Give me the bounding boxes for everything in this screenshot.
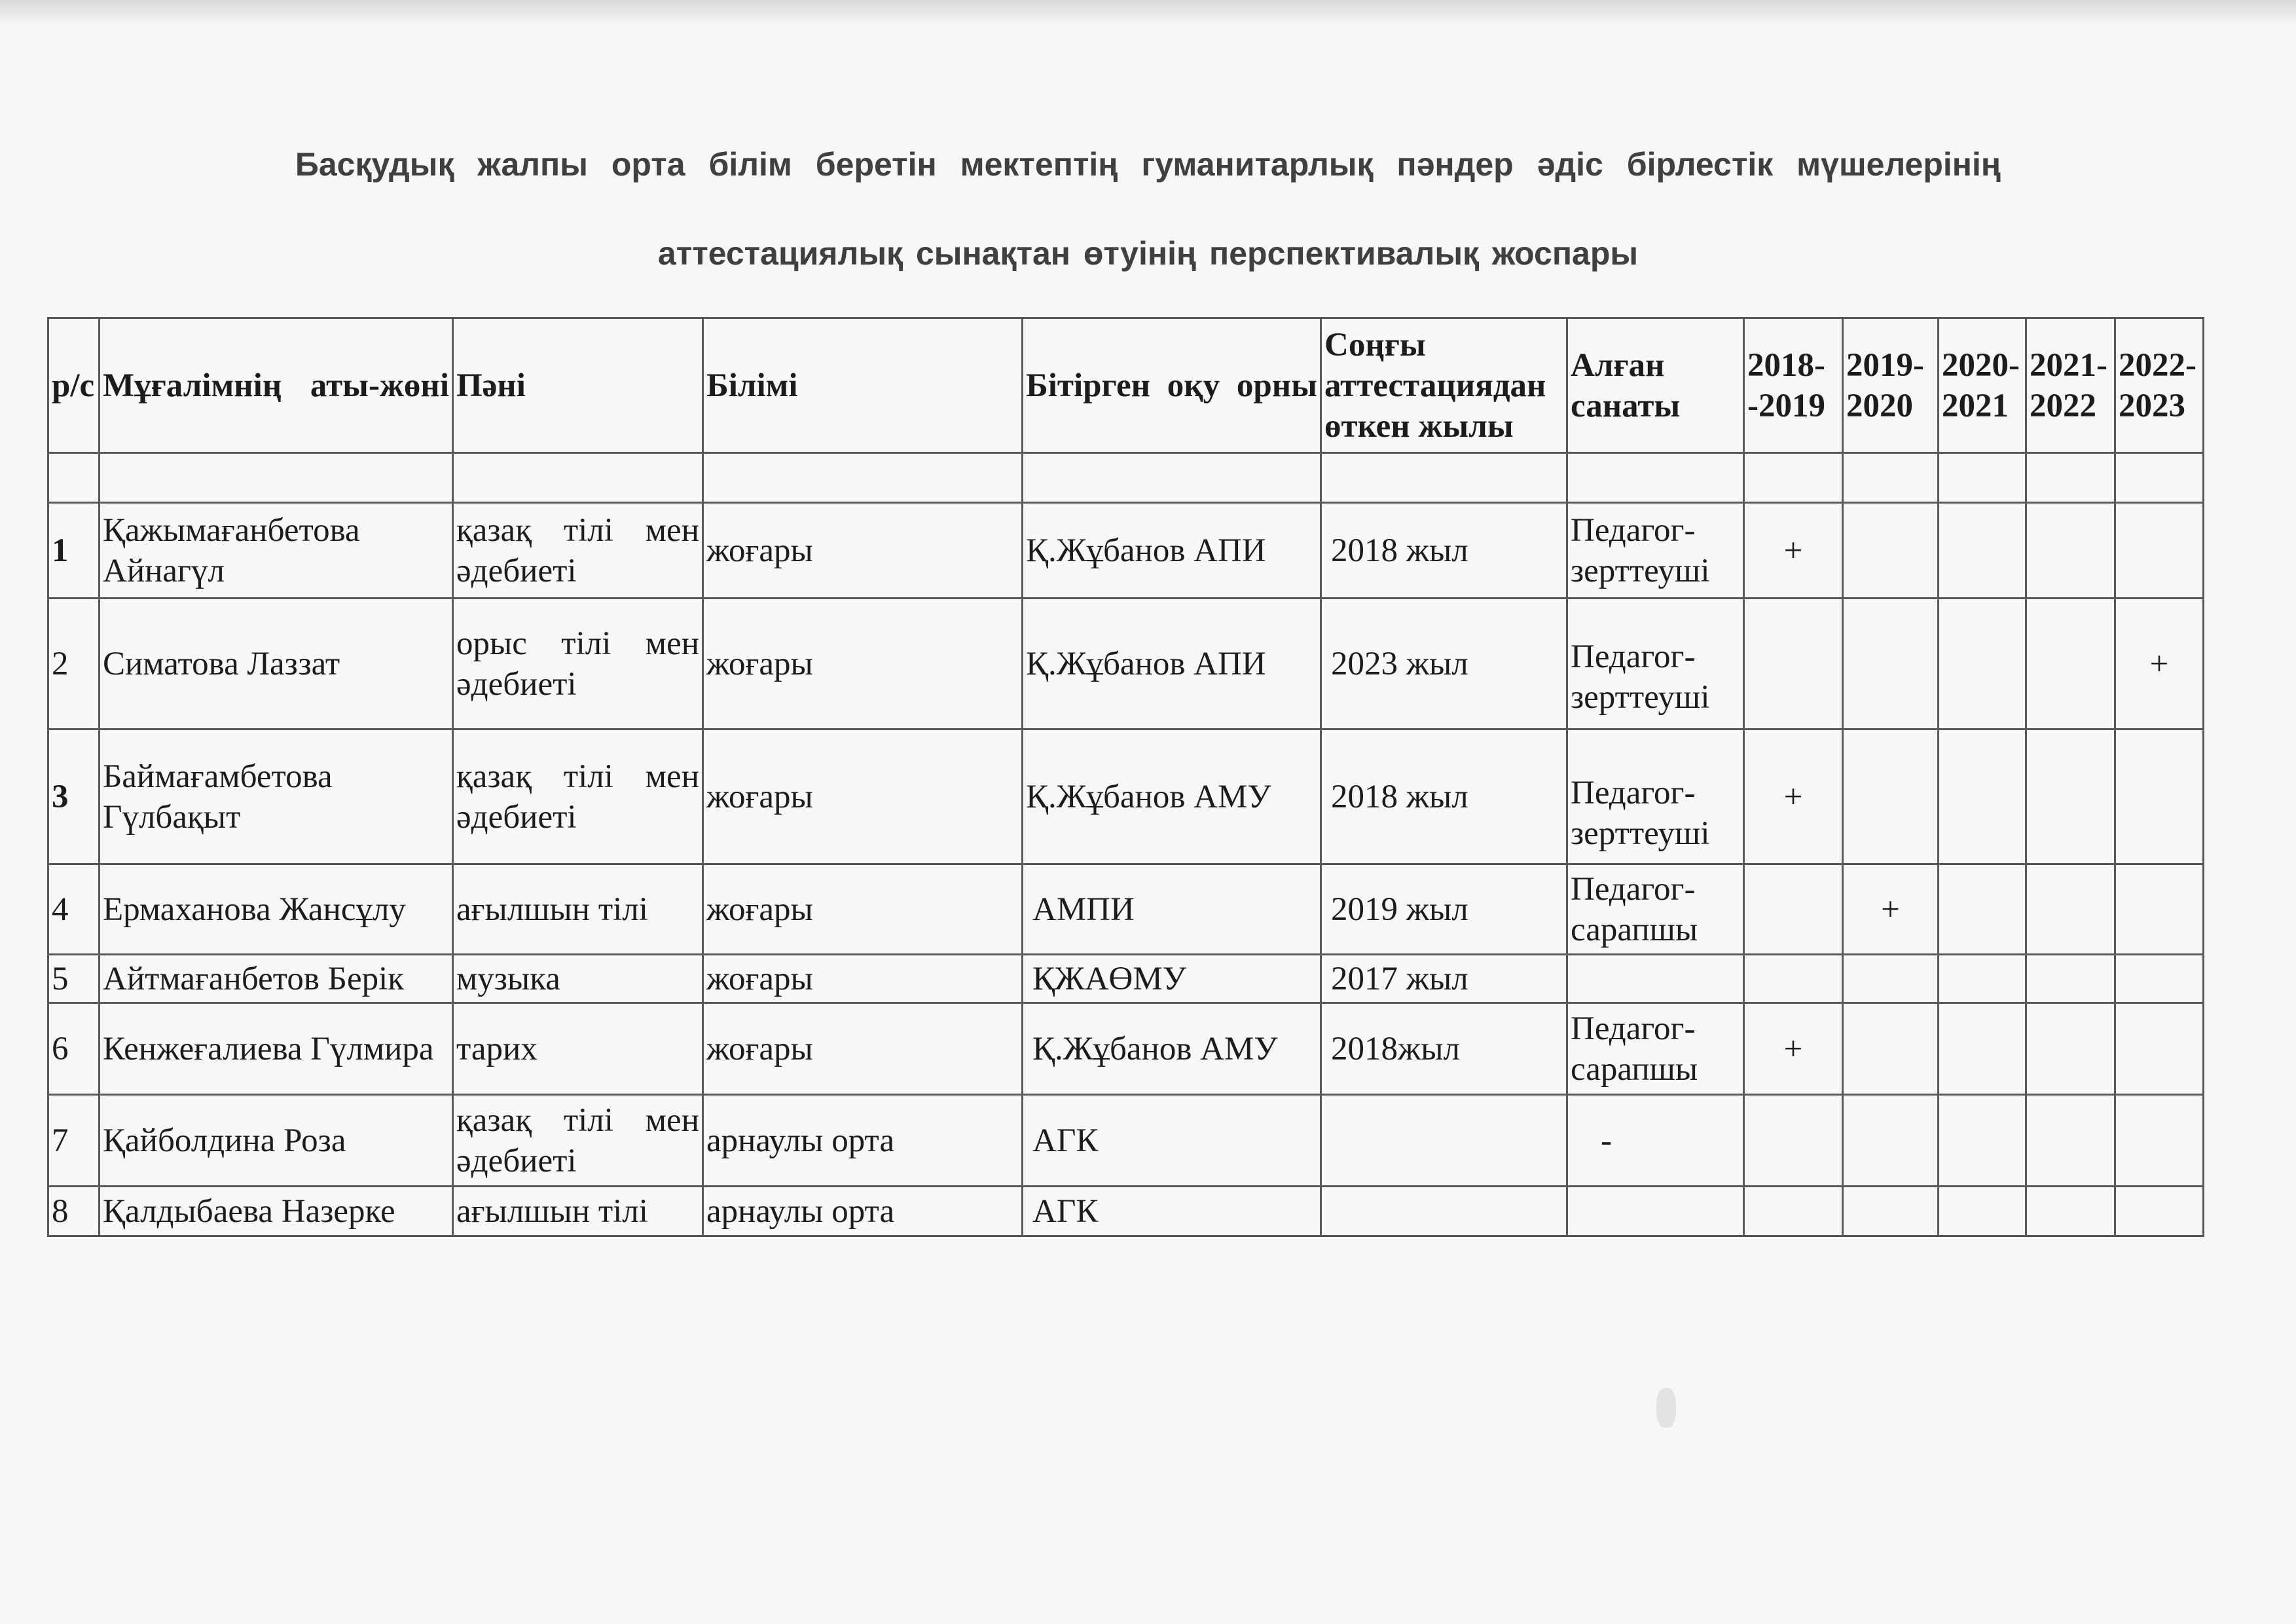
year-2018-mark (1744, 599, 1843, 729)
year-2019-mark (1843, 1095, 1939, 1187)
year-2020-mark (1939, 599, 2026, 729)
education: жоғары (703, 503, 1023, 599)
institution: Қ.Жұбанов АМУ (1023, 1003, 1321, 1095)
attestation-plan-table (47, 317, 2204, 1237)
category (1567, 955, 1744, 1003)
year-2020-mark (1939, 864, 2026, 955)
year-2021-mark (2026, 599, 2115, 729)
teacher-name: Қайболдина Роза (100, 1095, 453, 1187)
subject: қазақ тілі мен әдебиеті (453, 503, 703, 599)
header-year-2022: 2022-2023 (2115, 318, 2204, 453)
category: Педагог-зерттеуші (1567, 503, 1744, 599)
education: жоғары (703, 729, 1023, 864)
document-title-line-1: Басқудық жалпы орта білім беретін мектептің гуманитарлық пәндер әдіс бірлестік мүшелерінің (295, 146, 2001, 183)
table-row (48, 729, 2204, 864)
last-attestation: 2018 жыл (1321, 503, 1567, 599)
subject: қазақ тілі мен әдебиеті (453, 1095, 703, 1187)
institution: АГК (1023, 1095, 1321, 1187)
year-2019-mark (1843, 503, 1939, 599)
year-2022-mark: + (2115, 599, 2204, 729)
header-year-2021: 2021-2022 (2026, 318, 2115, 453)
education: арнаулы орта (703, 1095, 1023, 1187)
year-2020-mark (1939, 729, 2026, 864)
subject: музыка (453, 955, 703, 1003)
category: Педагог-сарапшы (1567, 864, 1744, 955)
table-row (48, 599, 2204, 729)
year-2020-mark (1939, 503, 2026, 599)
year-2018-mark: + (1744, 1003, 1843, 1095)
table-row (48, 503, 2204, 599)
header-education: Білімі (703, 318, 1023, 453)
year-2019-mark (1843, 599, 1939, 729)
last-attestation: 2019 жыл (1321, 864, 1567, 955)
education: арнаулы орта (703, 1187, 1023, 1236)
header-row (48, 318, 2204, 453)
row-num: 8 (48, 1187, 100, 1236)
subject: ағылшын тілі (453, 864, 703, 955)
year-2022-mark (2115, 864, 2204, 955)
scan-top-edge (0, 0, 2296, 26)
category: - (1567, 1095, 1744, 1187)
year-2022-mark (2115, 1187, 2204, 1236)
header-year-2020: 2020-2021 (1939, 318, 2026, 453)
year-2022-mark (2115, 729, 2204, 864)
subject: орыс тілі мен әдебиеті (453, 599, 703, 729)
education: жоғары (703, 1003, 1023, 1095)
year-2021-mark (2026, 864, 2115, 955)
teacher-name: Қажымағанбетова Айнагүл (100, 503, 453, 599)
year-2021-mark (2026, 1095, 2115, 1187)
header-subject: Пәні (453, 318, 703, 453)
row-num: 7 (48, 1095, 100, 1187)
education: жоғары (703, 864, 1023, 955)
year-2020-mark (1939, 1187, 2026, 1236)
last-attestation: 2023 жыл (1321, 599, 1567, 729)
teacher-name: Қалдыбаева Назерке (100, 1187, 453, 1236)
category (1567, 1187, 1744, 1236)
year-2018-mark: + (1744, 729, 1843, 864)
row-num: 4 (48, 864, 100, 955)
year-2019-mark: + (1843, 864, 1939, 955)
institution: ҚЖАӨМУ (1023, 955, 1321, 1003)
teacher-name: Кенжеғалиева Гүлмира (100, 1003, 453, 1095)
subject: ағылшын тілі (453, 1187, 703, 1236)
header-year-2018: 2018--2019 (1744, 318, 1843, 453)
year-2022-mark (2115, 955, 2204, 1003)
institution: АГК (1023, 1187, 1321, 1236)
last-attestation (1321, 1187, 1567, 1236)
table-row (48, 1095, 2204, 1187)
teacher-name: Айтмағанбетов Берік (100, 955, 453, 1003)
institution: АМПИ (1023, 864, 1321, 955)
education: жоғары (703, 599, 1023, 729)
header-num: р/с (48, 318, 100, 453)
last-attestation: 2018жыл (1321, 1003, 1567, 1095)
subject: тарих (453, 1003, 703, 1095)
year-2022-mark (2115, 1095, 2204, 1187)
teacher-name: Симатова Лаззат (100, 599, 453, 729)
year-2021-mark (2026, 729, 2115, 864)
table-row (48, 864, 2204, 955)
year-2018-mark (1744, 955, 1843, 1003)
year-2018-mark (1744, 1187, 1843, 1236)
row-num: 3 (48, 729, 100, 864)
header-last-attestation: Соңғы аттестациядан өткен жылы (1321, 318, 1567, 453)
header-category: Алған санаты (1567, 318, 1744, 453)
year-2020-mark (1939, 1095, 2026, 1187)
year-2019-mark (1843, 955, 1939, 1003)
row-num: 6 (48, 1003, 100, 1095)
row-num: 2 (48, 599, 100, 729)
scan-smudge (1656, 1388, 1676, 1428)
year-2019-mark (1843, 1003, 1939, 1095)
row-num: 5 (48, 955, 100, 1003)
row-num: 1 (48, 503, 100, 599)
last-attestation: 2017 жыл (1321, 955, 1567, 1003)
year-2021-mark (2026, 503, 2115, 599)
year-2018-mark (1744, 864, 1843, 955)
table-row (48, 955, 2204, 1003)
header-year-2019: 2019-2020 (1843, 318, 1939, 453)
subject: қазақ тілі мен әдебиеті (453, 729, 703, 864)
category: Педагог-зерттеуші (1567, 729, 1744, 864)
year-2022-mark (2115, 503, 2204, 599)
last-attestation: 2018 жыл (1321, 729, 1567, 864)
empty-row (48, 453, 2204, 503)
last-attestation (1321, 1095, 1567, 1187)
year-2022-mark (2115, 1003, 2204, 1095)
year-2021-mark (2026, 1003, 2115, 1095)
education: жоғары (703, 955, 1023, 1003)
document-title-line-2: аттестациялық сынақтан өтуінің перспективалық жоспары (657, 235, 1639, 272)
category: Педагог-сарапшы (1567, 1003, 1744, 1095)
year-2019-mark (1843, 729, 1939, 864)
teacher-name: Ермаханова Жансұлу (100, 864, 453, 955)
table-row (48, 1187, 2204, 1236)
year-2021-mark (2026, 1187, 2115, 1236)
year-2021-mark (2026, 955, 2115, 1003)
year-2020-mark (1939, 955, 2026, 1003)
year-2020-mark (1939, 1003, 2026, 1095)
year-2019-mark (1843, 1187, 1939, 1236)
institution: Қ.Жұбанов АПИ (1023, 503, 1321, 599)
category: Педагог-зерттеуші (1567, 599, 1744, 729)
institution: Қ.Жұбанов АМУ (1023, 729, 1321, 864)
teacher-name: Баймағамбетова Гүлбақыт (100, 729, 453, 864)
header-institution: Бітірген оқу орны (1023, 318, 1321, 453)
year-2018-mark: + (1744, 503, 1843, 599)
year-2018-mark (1744, 1095, 1843, 1187)
institution: Қ.Жұбанов АПИ (1023, 599, 1321, 729)
table-row (48, 1003, 2204, 1095)
header-name: Мұғалімнің аты-жөні (100, 318, 453, 453)
